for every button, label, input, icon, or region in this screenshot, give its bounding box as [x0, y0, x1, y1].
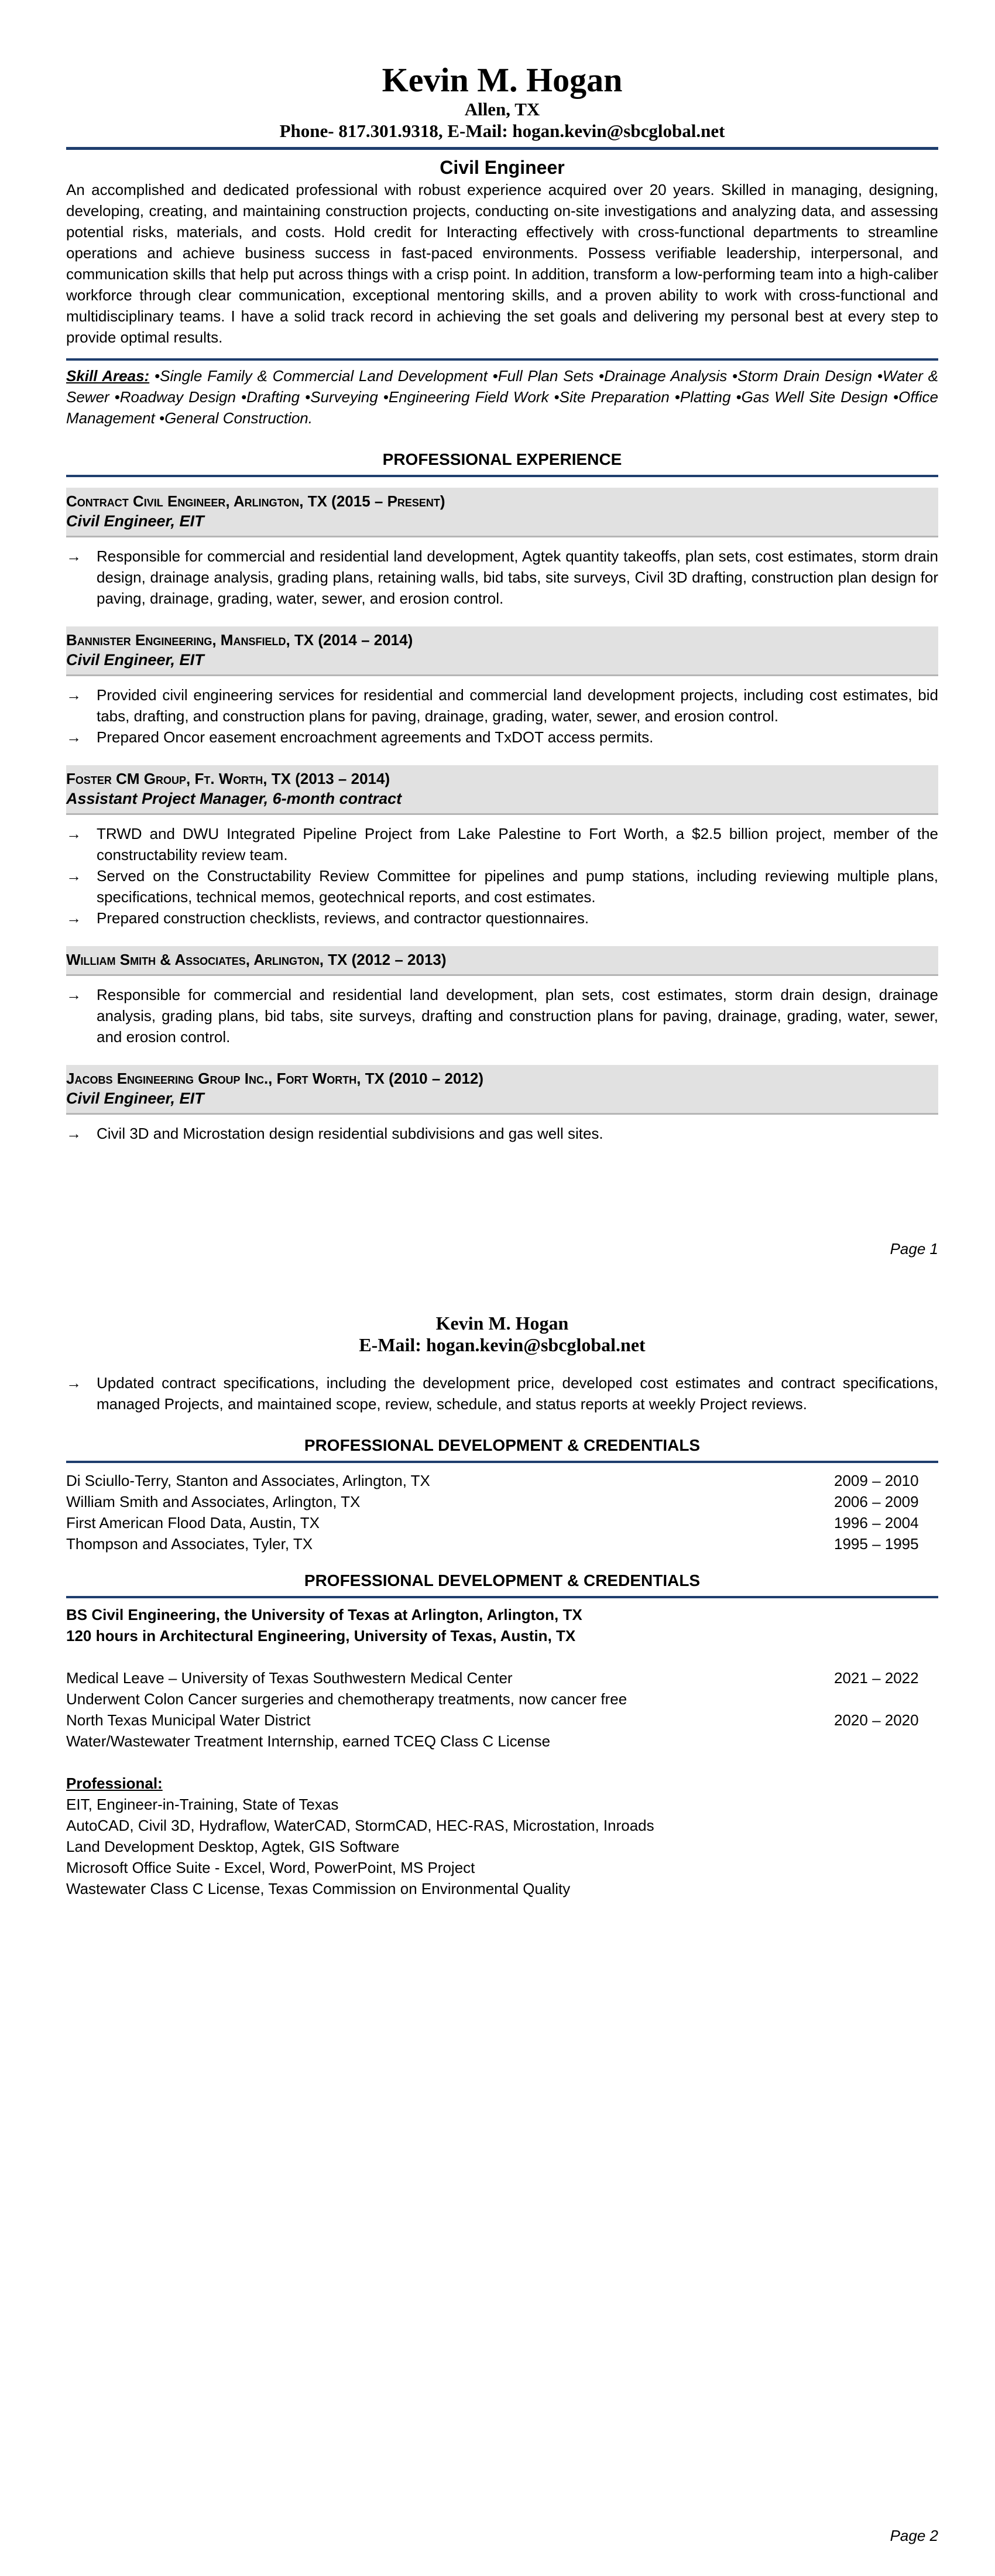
other-years	[834, 1688, 938, 1710]
job-bullets	[66, 1123, 938, 1144]
arrow-icon: →	[66, 909, 81, 927]
job-header	[66, 488, 938, 537]
other-experience	[66, 1667, 938, 1752]
job-company: Bannister Engineering, Mansfield, TX (2014 – 2014)	[66, 631, 413, 649]
summary-paragraph: An accomplished and dedicated professional with robust experience acquired over 20 years. Skilled in managing, designing, developing, creating, and maintaining construction projects, conducting on-site investigations and analyzing data, and assessing potential risks, materials, and costs. Hold credit for Interacting effectively with cross-functional departments to streamline operations and achieve business success in fast-paced environments. Possess verifiable leadership, interpersonal, and communication skills that help put across things with a crisp point. In addition, transform a low-performing team into a high-caliber workforce through clear communication, exceptional mentoring skills, and a proven ability to work with cross-functional and multidisciplinary teams. I have a solid track record in achieving the set goals and delivering my personal best at every step to provide optimal results.	[66, 181, 938, 346]
list-item	[66, 907, 938, 929]
list-item	[66, 1123, 938, 1144]
bullet-text: Prepared Oncor easement encroachment agreements and TxDOT access permits.	[97, 728, 654, 746]
continued-bullets	[66, 1372, 938, 1414]
education	[66, 1604, 938, 1646]
job-bullets	[66, 546, 938, 609]
history-years: 1996 – 2004	[834, 1514, 919, 1532]
list-item	[66, 823, 938, 865]
skill-areas-label: Skill Areas:	[66, 367, 150, 385]
page-number: Page 1	[890, 1240, 938, 1258]
job-role: Civil Engineer, EIT	[66, 512, 204, 530]
history-name: William Smith and Associates, Arlington, TX	[66, 1493, 361, 1510]
history-years: 2009 – 2010	[834, 1472, 919, 1489]
list-item: EIT, Engineer-in-Training, State of Texas	[66, 1796, 339, 1813]
contact-line: Phone- 817.301.9318, E-Mail: hogan.kevin@sbcglobal.net	[279, 121, 725, 141]
table-row	[66, 1731, 938, 1752]
job-header	[66, 626, 938, 676]
table-row	[66, 1512, 938, 1533]
arrow-icon: →	[66, 728, 81, 746]
bullet-text: Prepared construction checklists, reviews, and contractor questionnaires.	[97, 909, 589, 927]
page-number: Page 2	[890, 2527, 938, 2544]
history-name: First American Flood Data, Austin, TX	[66, 1514, 320, 1532]
bullet-text: Responsible for commercial and residential land development, plan sets, cost estimates, storm drain design, drainage analysis, grading plans, bid tabs, site surveys, drafting and construction plans for paving, drainage, grading, water, sewer, and erosion control.	[97, 986, 938, 1046]
credentials-heading: PROFESSIONAL DEVELOPMENT & CREDENTIALS	[304, 1571, 701, 1590]
skill-areas	[66, 365, 938, 429]
history-name: Di Sciullo-Terry, Stanton and Associates, Arlington, TX	[66, 1472, 430, 1489]
page-1-content	[66, 0, 938, 1144]
job-company: Contract Civil Engineer, Arlington, TX (2015 – Present)	[66, 492, 445, 510]
job-company: William Smith & Associates, Arlington, TX (2012 – 2013)	[66, 951, 447, 968]
summary-divider	[66, 358, 938, 361]
experience-divider	[66, 475, 938, 477]
header-divider	[66, 147, 938, 150]
other-name: Underwent Colon Cancer surgeries and chemotherapy treatments, now cancer free	[66, 1690, 627, 1708]
development-divider	[66, 1461, 938, 1463]
table-row	[66, 1688, 938, 1710]
list-item	[66, 546, 938, 609]
employment-history	[66, 1470, 938, 1554]
job-header	[66, 765, 938, 815]
history-years: 2006 – 2009	[834, 1493, 919, 1510]
bullet-text: Provided civil engineering services for residential and commercial land development projects, including cost estimates, bid tabs, drafting, and construction plans for paving, drainage, grading, water, sewer, and erosion control.	[97, 686, 938, 725]
professional-label: Professional:	[66, 1775, 163, 1792]
arrow-icon: →	[66, 686, 81, 704]
job-company: Jacobs Engineering Group Inc., Fort Worth, TX (2010 – 2012)	[66, 1070, 484, 1087]
other-name: North Texas Municipal Water District	[66, 1711, 311, 1729]
table-row	[66, 1667, 938, 1688]
skill-areas-text: •Single Family & Commercial Land Development •Full Plan Sets •Drainage Analysis •Storm Drain Design •Water & Sewer •Roadway Design •Drafting •Surveying •Engineering Field Work •Site Preparation •Platting •Gas Well Site Design •Office Management •General Construction.	[66, 367, 938, 427]
list-item	[66, 984, 938, 1047]
job-header	[66, 1065, 938, 1115]
job-company: Foster CM Group, Ft. Worth, TX (2013 – 2014)	[66, 770, 390, 787]
list-item: Microsoft Office Suite - Excel, Word, PowerPoint, MS Project	[66, 1859, 475, 1876]
job-header	[66, 946, 938, 976]
page-2-name: Kevin M. Hogan	[435, 1313, 569, 1334]
other-name: Medical Leave – University of Texas Southwestern Medical Center	[66, 1669, 513, 1687]
education-degree: BS Civil Engineering, the University of Texas at Arlington, Arlington, TX	[66, 1606, 582, 1623]
other-years: 2021 – 2022	[834, 1669, 919, 1687]
arrow-icon: →	[66, 867, 81, 885]
list-item	[66, 865, 938, 907]
job-title: Civil Engineer	[440, 157, 565, 178]
list-item: AutoCAD, Civil 3D, Hydraflow, WaterCAD, StormCAD, HEC-RAS, Microstation, Inroads	[66, 1817, 654, 1834]
history-years: 1995 – 1995	[834, 1535, 919, 1553]
table-row	[66, 1533, 938, 1554]
bullet-text: Responsible for commercial and residential land development, Agtek quantity takeoffs, plan sets, cost estimates, storm drain design, drainage analysis, grading plans, retaining walls, bid tabs, site surveys, Civil 3D drafting, construction plan design for paving, drainage, grading, water, sewer, and erosion control.	[97, 547, 938, 607]
candidate-name: Kevin M. Hogan	[382, 61, 623, 99]
list-item	[66, 727, 938, 748]
job-bullets	[66, 684, 938, 748]
table-row	[66, 1470, 938, 1491]
credentials-divider	[66, 1596, 938, 1598]
experience-heading: PROFESSIONAL EXPERIENCE	[382, 450, 622, 468]
job-role: Civil Engineer, EIT	[66, 1090, 204, 1107]
arrow-icon: →	[66, 825, 81, 842]
history-name: Thompson and Associates, Tyler, TX	[66, 1535, 313, 1553]
list-item: Land Development Desktop, Agtek, GIS Software	[66, 1838, 400, 1855]
bullet-text: Civil 3D and Microstation design residential subdivisions and gas well sites.	[97, 1125, 603, 1142]
bullet-text: Updated contract specifications, including the development price, developed cost estimates and contract specifications, managed Projects, and maintained scope, review, schedule, and status reports at weekly Project reviews.	[97, 1374, 938, 1413]
candidate-location: Allen, TX	[464, 99, 540, 119]
arrow-icon: →	[66, 1374, 81, 1392]
arrow-icon: →	[66, 547, 81, 565]
page-2-email: E-Mail: hogan.kevin@sbcglobal.net	[359, 1334, 646, 1355]
other-years: 2020 – 2020	[834, 1711, 919, 1729]
development-heading: PROFESSIONAL DEVELOPMENT & CREDENTIALS	[304, 1436, 701, 1454]
list-item: Wastewater Class C License, Texas Commission on Environmental Quality	[66, 1880, 571, 1897]
arrow-icon: →	[66, 1125, 81, 1142]
page-2-content	[66, 1313, 938, 1899]
education-coursework: 120 hours in Architectural Engineering, University of Texas, Austin, TX	[66, 1627, 576, 1645]
arrow-icon: →	[66, 986, 81, 1003]
resume-page-2	[0, 1288, 995, 2576]
job-bullets	[66, 984, 938, 1047]
table-row	[66, 1491, 938, 1512]
job-role: Civil Engineer, EIT	[66, 651, 204, 669]
other-name: Water/Wastewater Treatment Internship, earned TCEQ Class C License	[66, 1732, 551, 1750]
table-row	[66, 1710, 938, 1731]
list-item	[66, 684, 938, 727]
other-years	[834, 1731, 938, 1752]
bullet-text: TRWD and DWU Integrated Pipeline Project from Lake Palestine to Fort Worth, a $2.5 billion project, member of the constructability review team.	[97, 825, 938, 864]
list-item	[66, 1372, 938, 1414]
professional-section	[66, 1773, 938, 1899]
bullet-text: Served on the Constructability Review Committee for pipelines and pump stations, including reviewing multiple plans, specifications, technical memos, geotechnical reports, and cost estimates.	[97, 867, 938, 906]
job-role: Assistant Project Manager, 6-month contract	[66, 790, 402, 807]
job-bullets	[66, 823, 938, 929]
